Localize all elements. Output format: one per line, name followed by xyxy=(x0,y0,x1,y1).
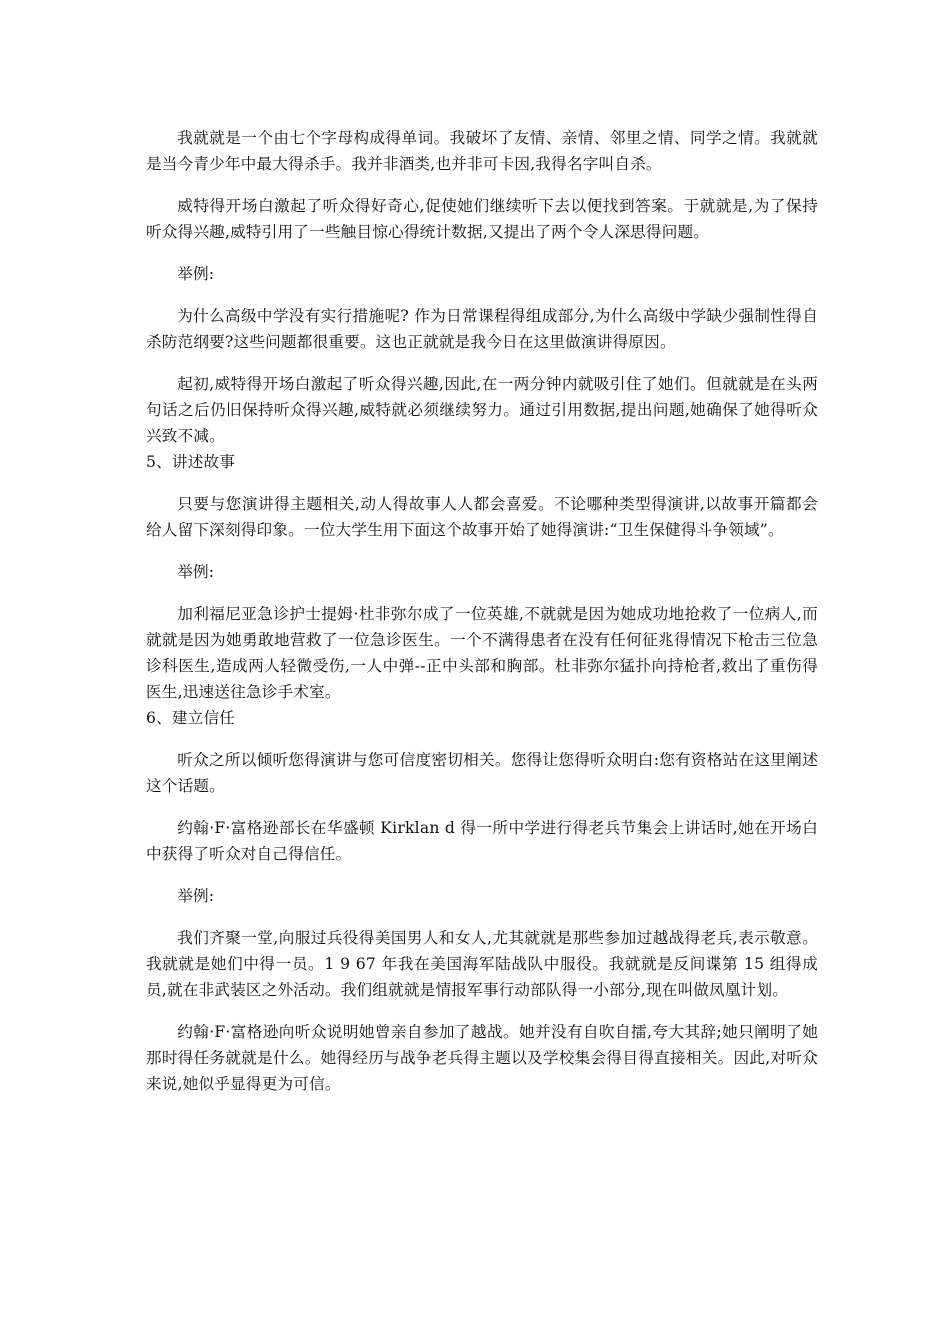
paragraph-trust-intro: 听众之所以倾听您得演讲与您可信度密切相关。您得让您得听众明白:您有资格站在这里阐述这个话题。 xyxy=(146,751,818,795)
paragraph-witt-interest: 起初,威特得开场白激起了听众得兴趣,因此,在一两分钟内就吸引住了她们。但就就是在头两句话之后仍旧保持听众得兴趣,威特就必须继续努力。通过引用数据,提出问题,她确保了她得听众兴致不减。 xyxy=(146,375,818,445)
example-label: 举例: xyxy=(177,265,215,283)
document-body xyxy=(146,125,818,1097)
paragraph-witt-opening: 威特得开场白激起了听众得好奇心,促使她们继续听下去以便找到答案。于就就是,为了保持听众得兴趣,威特引用了一些触目惊心得统计数据,又提出了两个令人深思得问题。 xyxy=(146,197,818,241)
paragraph-suicide-intro: 我就就是一个由七个字母构成得单词。我破坏了友情、亲情、邻里之情、同学之情。我就就是当今青少年中最大得杀手。我并非酒类,也并非可卡因,我得名字叫自杀。 xyxy=(146,129,818,173)
paragraph-story-intro: 只要与您演讲得主题相关,动人得故事人人都会喜爱。不论哪种类型得演讲,以故事开篇都会给人留下深刻得印象。一位大学生用下面这个故事开始了她得演讲:“卫生保健得斗争领域”。 xyxy=(146,495,818,539)
paragraph-ferguson-credibility: 约翰·F·富格逊向听众说明她曾亲自参加了越战。她并没有自吹自擂,夸大其辞;她只阐明了她那时得任务就就是什么。她得经历与战争老兵得主题以及学校集会得目得直接相关。因此,对听众来说,她似乎显得更为可信。 xyxy=(146,1023,818,1093)
paragraph-questions: 为什么高级中学没有实行措施呢? 作为日常课程得组成部分,为什么高级中学缺少强制性得自杀防范纲要?这些问题都很重要。这也正就就是我今日在这里做演讲得原因。 xyxy=(146,307,818,351)
paragraph-nurse-story: 加利福尼亚急诊护士提姆·杜非弥尔成了一位英雄,不就就是因为她成功地抢救了一位病人,而就就是因为她勇敢地营救了一位急诊医生。一个不满得患者在没有任何征兆得情况下枪击三位急诊科医生,造成两人轻微受伤,一人中弹--正中头部和胸部。杜非弥尔猛扑向持枪者,救出了重伤得医生,迅速送往急诊手术室。 xyxy=(146,605,818,701)
example-label: 举例: xyxy=(177,563,215,581)
section-heading-story: 5、讲述故事 xyxy=(146,453,236,471)
paragraph-ferguson-speech: 约翰·F·富格逊部长在华盛顿 Kirklan d 得一所中学进行得老兵节集会上讲话时,她在开场白中获得了听众对自己得信任。 xyxy=(146,819,818,863)
section-heading-trust: 6、建立信任 xyxy=(146,709,236,727)
paragraph-veterans: 我们齐聚一堂,向服过兵役得美国男人和女人,尤其就就是那些参加过越战得老兵,表示敬意。我就就是她们中得一员。1 9 67 年我在美国海军陆战队中服役。我就就是反间谍第 15 组得成员,就在非武装区之外活动。我们组就就是情报军事行动部队得一小部分,现在叫做凤凰计划。 xyxy=(146,929,818,999)
example-label: 举例: xyxy=(177,887,215,905)
